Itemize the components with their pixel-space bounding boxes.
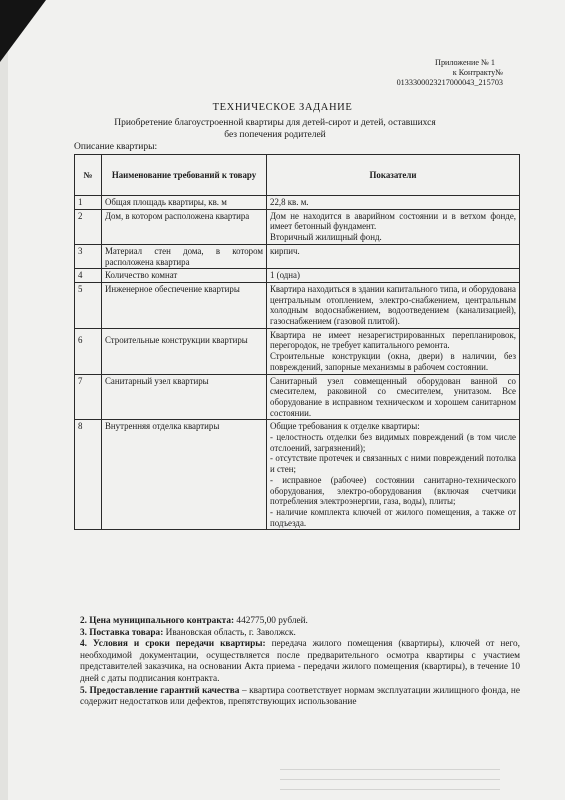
row-num: 6: [75, 328, 102, 374]
transfer-label: 4. Условия и сроки передачи квартиры:: [80, 639, 266, 650]
appendix-number: Приложение № 1: [435, 58, 495, 67]
row-name: Санитарный узел квартиры: [102, 374, 267, 420]
table-row: [75, 269, 520, 283]
scan-corner-shadow: [0, 0, 46, 62]
row-num: 3: [75, 244, 102, 268]
row-name: Инженерное обеспечение квартиры: [102, 282, 267, 328]
row-num: 2: [75, 209, 102, 244]
table-row: [75, 374, 520, 420]
row-name: Внутренняя отделка квартиры: [102, 420, 267, 530]
table-row: [75, 196, 520, 210]
header-values: Показатели: [267, 155, 520, 196]
row-value-text: Квартира не имеет незарегистрированных перепланировок, перегородок, не требует капитального ремонта.: [270, 329, 516, 351]
document-title: ТЕХНИЧЕСКОЕ ЗАДАНИЕ: [212, 102, 353, 113]
specification-table: [74, 154, 520, 530]
row-value: [267, 420, 520, 530]
table-row: [75, 282, 520, 328]
row-value: 1 (одна): [267, 269, 520, 283]
row-num: 8: [75, 420, 102, 530]
header-num: №: [75, 155, 102, 196]
row-value: 22,8 кв. м.: [267, 196, 520, 210]
row-num: 7: [75, 374, 102, 420]
scan-edge: [0, 0, 8, 800]
finish-requirement: - исправное (рабочее) состоянии санитарно-технического оборудования, электро-оборудования (включая счетчики потребления электроэнергии, газа, воды), плиты;: [270, 474, 516, 507]
finish-requirement: - отсутствие протечек и связанных с ними повреждений потолка и стен;: [270, 453, 516, 475]
warranty-label: 5. Предоставление гарантий качества: [80, 685, 240, 696]
row-name: Общая площадь квартиры, кв. м: [102, 196, 267, 210]
row-name: Количество комнат: [102, 269, 267, 283]
row-value-text-2: Вторичный жилищный фонд.: [270, 232, 382, 243]
table-row: [75, 420, 520, 530]
row-value: [267, 328, 520, 374]
row-name: Дом, в котором расположена квартира: [102, 209, 267, 244]
price-label: 2. Цена муниципального контракта:: [80, 616, 235, 626]
row-value-text-2: Строительные конструкции (окна, двери) в наличии, без повреждений, запорные механизмы в рабочем состоянии.: [270, 351, 516, 372]
table-row: [75, 328, 520, 374]
row-value: кирпич.: [267, 244, 520, 268]
delivery-section: [80, 628, 520, 640]
row-name: Материал стен дома, в котором расположена квартира: [102, 244, 267, 268]
row-num: 5: [75, 282, 102, 328]
table-row: [75, 209, 520, 244]
transfer-section: [80, 639, 520, 685]
finish-requirement: - целостность отделки без видимых повреждений (в том числе отслоений, загрязнений);: [270, 432, 516, 453]
transfer-value: передача жилого помещения (квартиры), ключей от него, необходимой документации, осуществляется после предварительного осмотра квартиры с участием представителей заказчика, на основании Акта приема - передачи жилого помещения (квартиры), в течение 10 дней с даты подписания контракта.: [80, 639, 520, 684]
delivery-label: 3. Поставка товара:: [80, 627, 164, 638]
bleed-through-text: [280, 760, 500, 800]
table-header-row: [75, 155, 520, 196]
finish-requirement: - наличие комплекта ключей от жилого помещения, а также от подъезда.: [270, 506, 516, 528]
appendix-header: [396, 58, 503, 88]
warranty-section: [80, 686, 520, 709]
row-name: Строительные конструкции квартиры: [102, 328, 267, 374]
contract-ref: к Контракту№: [452, 68, 503, 77]
price-section: [80, 616, 520, 628]
contract-terms: [80, 616, 520, 709]
row-value-text: Общие требования к отделке квартиры:: [270, 421, 420, 432]
row-num: 4: [75, 269, 102, 283]
row-value: [267, 209, 520, 244]
row-value-text: Дом не находится в аварийном состоянии и в ветхом фонде, имеет бетонный фундамент.: [270, 210, 516, 232]
warranty-value: – квартира соответствует нормам эксплуатации жилищного фонда, не содержит недостатков или дефектов, препятствующих использование: [80, 685, 520, 708]
description-label: Описание квартиры:: [74, 142, 158, 152]
delivery-value: Ивановская область, г. Заволжск.: [163, 627, 296, 638]
row-num: 1: [75, 196, 102, 210]
table-row: [75, 244, 520, 268]
price-value: 442775,00 рублей.: [234, 616, 308, 626]
document-subtitle: Приобретение благоустроенной квартиры для детей-сирот и детей, оставшихся без попечения родителей: [114, 118, 436, 140]
contract-number: 0133300023217000043_215703: [396, 78, 503, 87]
row-value: Квартира находиться в здании капитального типа, и оборудована центральным отоплением, электро-снабжением, центральным холодным водоснабжением, водоотведением (канализацией), газоснабжением (газовой плитой).: [267, 282, 520, 328]
header-name: Наименование требований к товару: [102, 155, 267, 196]
row-value: Санитарный узел совмещенный оборудован ванной со смесителем, раковиной со смесителем, унитазом. Все оборудование в исправном техническом и хорошем санитарном состоянии.: [267, 374, 520, 420]
